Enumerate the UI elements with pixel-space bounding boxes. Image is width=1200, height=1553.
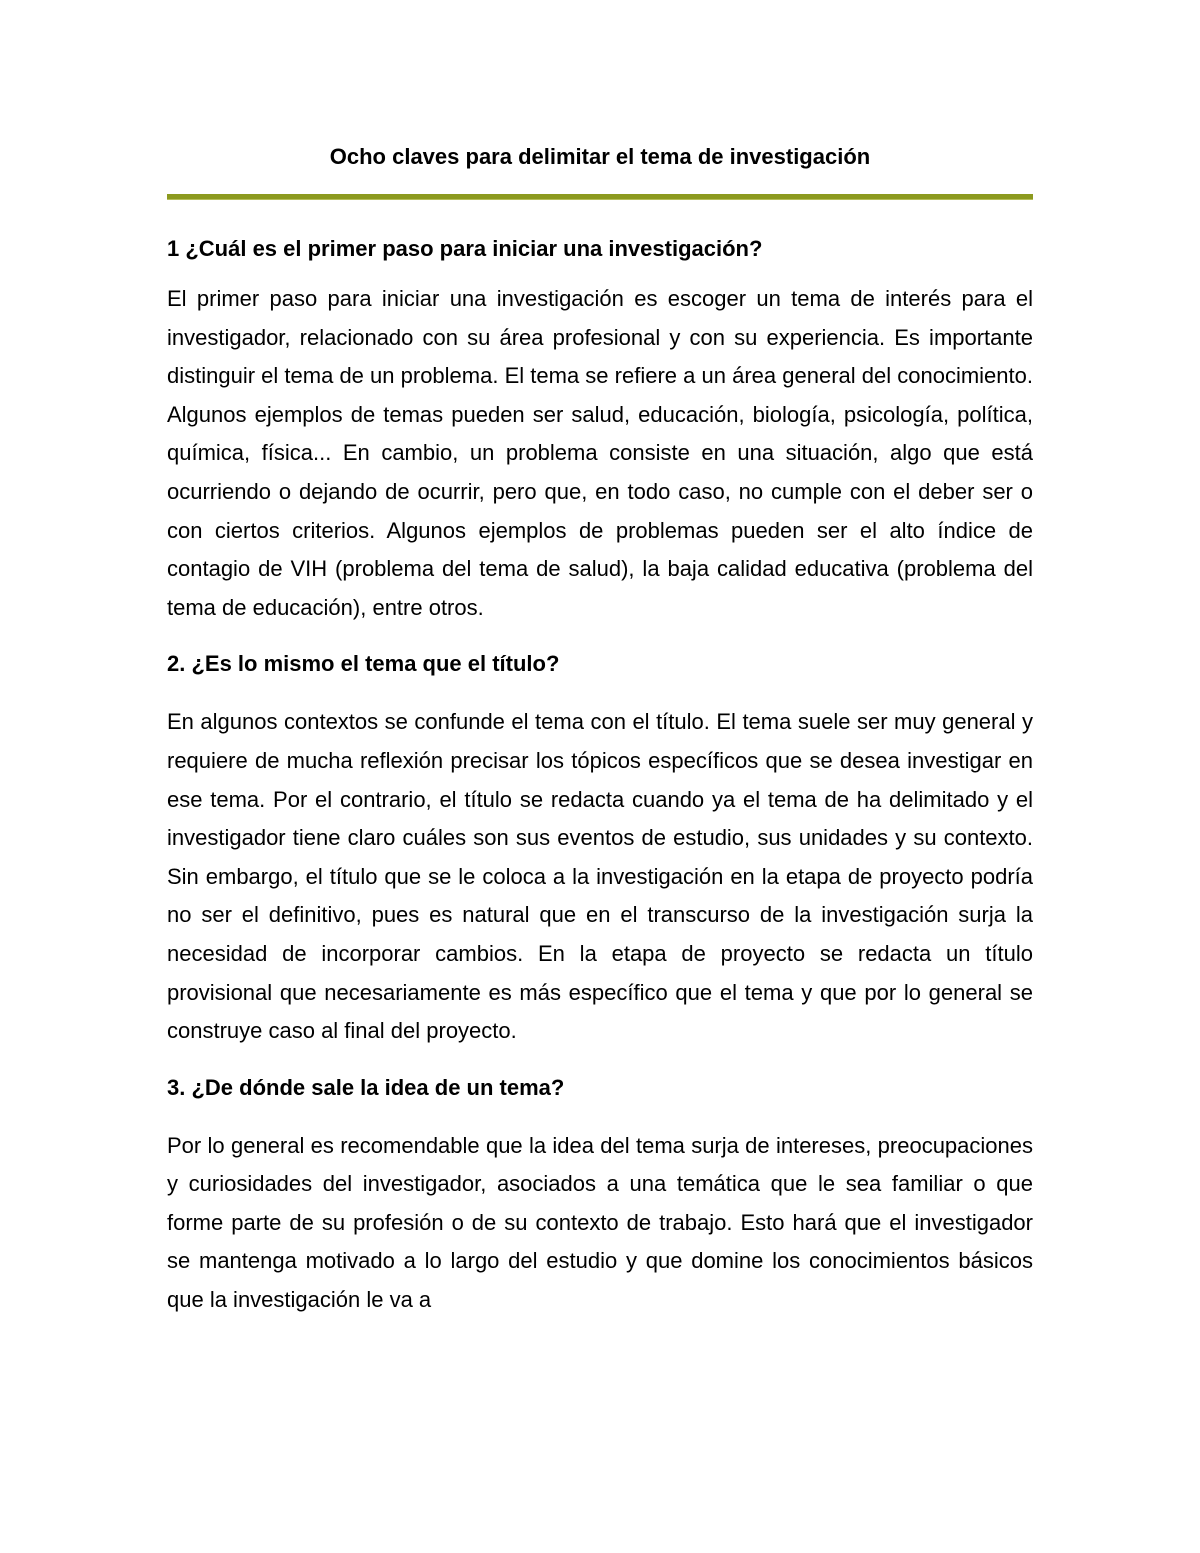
title-divider [167,194,1033,200]
section-heading-1: 1 ¿Cuál es el primer paso para iniciar una investigación? [167,236,763,261]
document-title: Ocho claves para delimitar el tema de investigación [329,144,871,169]
section-heading-2: 2. ¿Es lo mismo el tema que el título? [167,651,560,677]
document-content [167,140,1033,1320]
section-paragraph-3: Por lo general es recomendable que la idea del tema surja de intereses, preocupaciones y curiosidades del investigador, asociados a una temática que le sea familiar o que forme parte de su profesión o de su contexto de trabajo. Esto hará que el investigador se mantenga motivado a lo largo del estudio y que domine los conocimientos básicos que la investigación le va a [167,1132,1033,1313]
section-heading-3: 3. ¿De dónde sale la idea de un tema? [167,1074,565,1100]
section-paragraph-2: En algunos contextos se confunde el tema con el título. El tema suele ser muy general y requiere de mucha reflexión precisar los tópicos específicos que se desea investigar en ese tema. Por el contrario, el título se redacta cuando ya el tema de ha delimitado y el investigador tiene claro cuáles son sus eventos de estudio, sus unidades y su contexto. Sin embargo, el título que se le coloca a la investigación en la etapa de proyecto podría no ser el definitivo, pues es natural que en el transcurso de la investigación surja la necesidad de incorporar cambios. En la etapa de proyecto se redacta un título provisional que necesariamente es más específico que el tema y que por lo general se construye caso al final del proyecto. [167,709,1033,1044]
section-paragraph-1: El primer paso para iniciar una investigación es escoger un tema de interés para el investigador, relacionado con su área profesional y con su experiencia. Es importante distinguir el tema de un problema. El tema se refiere a un área general del conocimiento. Algunos ejemplos de temas pueden ser salud, educación, biología, psicología, política, química, física... En cambio, un problema consiste en una situación, algo que está ocurriendo o dejando de ocurrir, pero que, en todo caso, no cumple con el deber ser o con ciertos criterios. Algunos ejemplos de problemas pueden ser el alto índice de contagio de VIH (problema del tema de salud), la baja calidad educativa (problema del tema de educación), entre otros. [167,286,1033,620]
